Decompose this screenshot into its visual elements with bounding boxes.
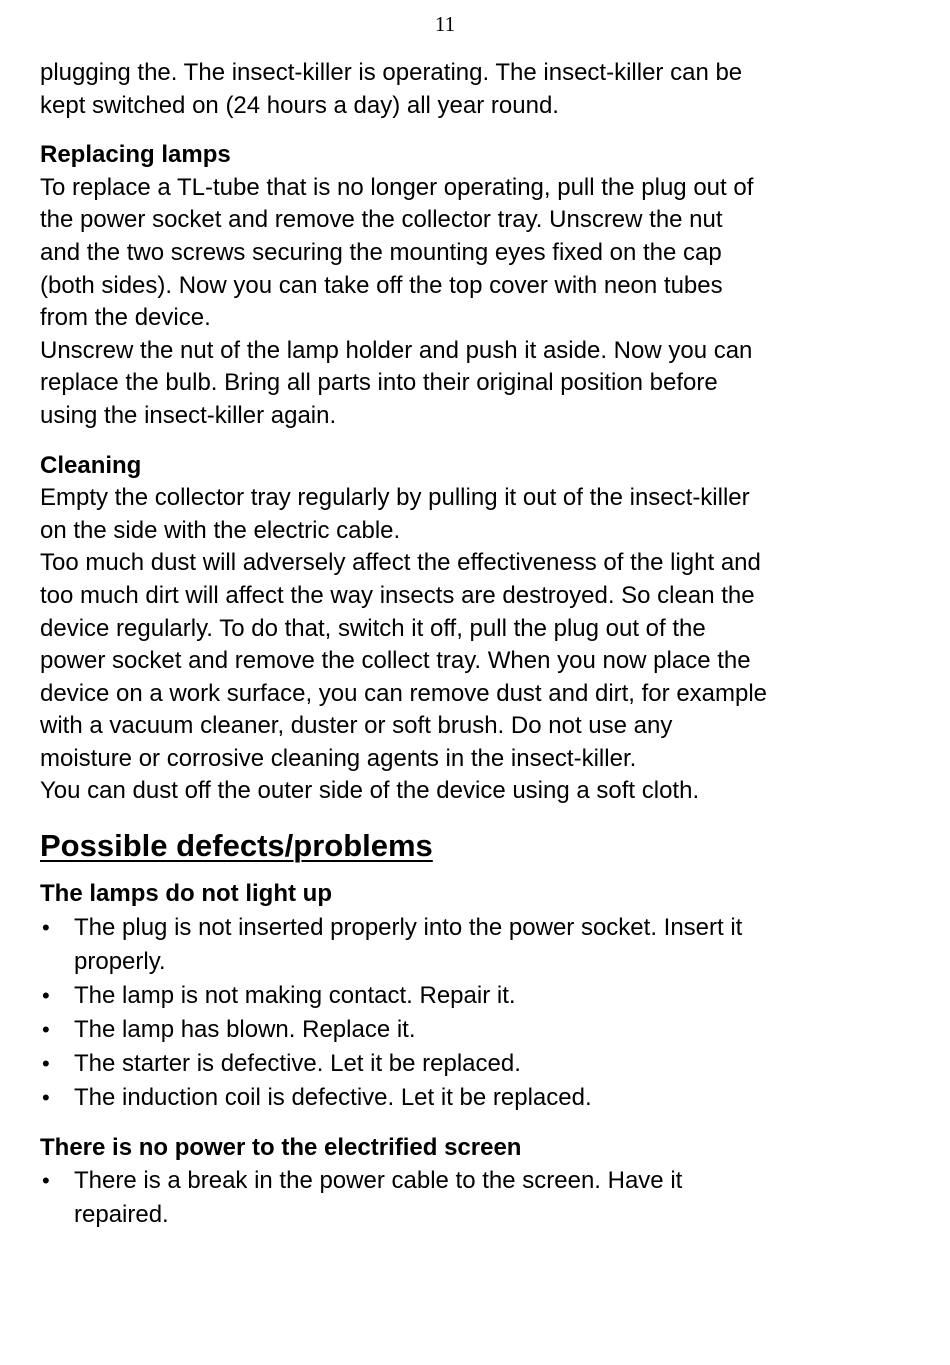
list-item	[40, 911, 870, 979]
list-item-line: The lamp has blown. Replace it.	[74, 1015, 416, 1043]
text-line: moisture or corrosive cleaning agents in the insect-killer.	[40, 744, 637, 772]
text-line: device on a work surface, you can remove dust and dirt, for example	[40, 679, 768, 707]
list-item	[40, 1047, 870, 1081]
replacing-lamps-section	[40, 139, 870, 432]
power-problem-heading: There is no power to the electrified screen	[40, 1133, 522, 1161]
list-item-line: The lamp is not making contact. Repair it.	[74, 981, 516, 1009]
text-line: with a vacuum cleaner, duster or soft brush. Do not use any	[40, 712, 673, 740]
power-problem-list	[40, 1164, 870, 1232]
bullet-icon: •	[42, 1084, 50, 1110]
list-item-line: The induction coil is defective. Let it be replaced.	[74, 1083, 592, 1111]
text-line: on the side with the electric cable.	[40, 516, 401, 544]
text-line: plugging the. The insect-killer is operating. The insect-killer can be	[40, 59, 743, 86]
text-line: Unscrew the nut of the lamp holder and push it aside. Now you can	[40, 336, 753, 364]
page-number: 11	[434, 12, 456, 36]
cleaning-heading: Cleaning	[40, 451, 142, 479]
text-line: using the insect-killer again.	[40, 401, 337, 429]
list-item	[40, 1013, 870, 1047]
bullet-icon: •	[42, 1050, 50, 1076]
intro-paragraph	[40, 57, 870, 122]
list-item-line: repaired.	[74, 1201, 169, 1229]
list-item-line: There is a break in the power cable to the screen. Have it	[74, 1167, 683, 1195]
lamps-problem-list	[40, 911, 870, 1115]
text-line: Empty the collector tray regularly by pulling it out of the insect-killer	[40, 484, 750, 512]
defects-section-title: Possible defects/problems	[40, 828, 433, 864]
document-body	[40, 57, 870, 1232]
text-line: (both sides). Now you can take off the top cover with neon tubes	[40, 271, 723, 299]
text-line: To replace a TL-tube that is no longer operating, pull the plug out of	[40, 173, 754, 201]
list-item-line: properly.	[74, 947, 166, 975]
text-line: device regularly. To do that, switch it off, pull the plug out of the	[40, 614, 706, 642]
bullet-icon: •	[42, 914, 50, 940]
text-line: from the device.	[40, 304, 211, 332]
text-line: You can dust off the outer side of the device using a soft cloth.	[40, 777, 700, 805]
text-line: the power socket and remove the collector tray. Unscrew the nut	[40, 206, 723, 234]
text-line: replace the bulb. Bring all parts into their original position before	[40, 369, 718, 397]
list-item-line: The starter is defective. Let it be replaced.	[74, 1049, 521, 1077]
text-line: power socket and remove the collect tray. When you now place the	[40, 647, 751, 675]
text-line: Too much dust will adversely affect the effectiveness of the light and	[40, 549, 761, 577]
lamps-problem-section	[40, 878, 870, 1115]
power-problem-section	[40, 1132, 870, 1233]
list-item	[40, 979, 870, 1013]
text-line: kept switched on (24 hours a day) all year round.	[40, 91, 559, 119]
bullet-icon: •	[42, 1016, 50, 1042]
bullet-icon: •	[42, 1168, 50, 1194]
list-item-line: The plug is not inserted properly into the power socket. Insert it	[74, 913, 743, 941]
list-item	[40, 1164, 870, 1232]
cleaning-section	[40, 450, 870, 809]
bullet-icon: •	[42, 982, 50, 1008]
text-line: too much dirt will affect the way insects are destroyed. So clean the	[40, 581, 755, 609]
lamps-problem-heading: The lamps do not light up	[40, 880, 332, 908]
text-line: and the two screws securing the mounting eyes fixed on the cap	[40, 238, 722, 266]
list-item	[40, 1081, 870, 1115]
replacing-lamps-heading: Replacing lamps	[40, 141, 231, 169]
